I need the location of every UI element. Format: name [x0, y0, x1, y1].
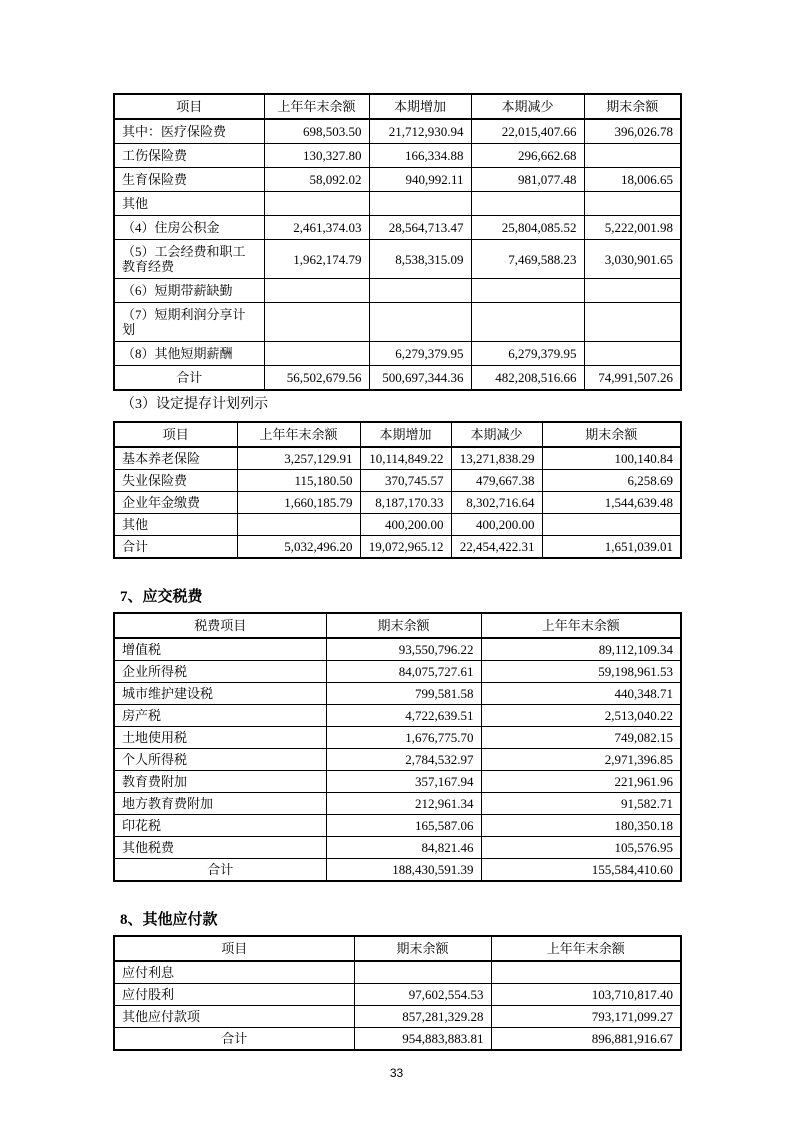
cell-value: 1,660,185.79: [237, 492, 360, 514]
header-row: [114, 936, 681, 961]
column-header: 本期增加: [360, 422, 451, 447]
page-content: [113, 93, 680, 1080]
column-header: 项目: [114, 94, 264, 119]
cell-value: [584, 279, 681, 303]
cell-value: [584, 192, 681, 216]
row-label: 增值税: [114, 638, 326, 661]
cell-value: [542, 514, 681, 536]
cell-value: [584, 144, 681, 168]
short-term-compensation-table: [113, 93, 682, 391]
cell-value: 180,350.18: [481, 815, 681, 837]
cell-value: 479,667.38: [451, 470, 542, 492]
cell-value: 155,584,410.60: [481, 859, 681, 882]
cell-value: [369, 279, 471, 303]
cell-value: 400,200.00: [451, 514, 542, 536]
cell-value: 440,348.71: [481, 683, 681, 705]
row-label: （5）工会经费和职工教育经费: [114, 240, 264, 279]
cell-value: 74,991,507.26: [584, 366, 681, 391]
cell-value: 2,784,532.97: [326, 749, 481, 771]
total-row: [114, 366, 681, 391]
cell-value: [264, 303, 369, 342]
cell-value: 105,576.95: [481, 837, 681, 859]
table-row: [114, 342, 681, 366]
cell-value: 91,582.71: [481, 793, 681, 815]
row-label: 基本养老保险: [114, 447, 237, 470]
table-row: [114, 661, 681, 683]
table-row: [114, 119, 681, 144]
row-label: 生育保险费: [114, 168, 264, 192]
table-row: [114, 447, 681, 470]
row-label: 合计: [114, 859, 326, 882]
cell-value: 8,302,716.64: [451, 492, 542, 514]
row-label: 其中：医疗保险费: [114, 119, 264, 144]
total-row: [114, 536, 681, 559]
cell-value: 56,502,679.56: [264, 366, 369, 391]
cell-value: 370,745.57: [360, 470, 451, 492]
cell-value: 896,881,916.67: [491, 1028, 681, 1051]
cell-value: 84,821.46: [326, 837, 481, 859]
column-header: 本期减少: [451, 422, 542, 447]
cell-value: 97,602,554.53: [354, 984, 491, 1006]
cell-value: 130,327.80: [264, 144, 369, 168]
cell-value: [369, 303, 471, 342]
cell-value: 5,222,001.98: [584, 216, 681, 240]
table-row: [114, 216, 681, 240]
column-header: 本期减少: [471, 94, 584, 119]
cell-value: 954,883,883.81: [354, 1028, 491, 1051]
total-row: [114, 859, 681, 882]
row-label: 房产税: [114, 705, 326, 727]
header-row: [114, 94, 681, 119]
page-number: 33: [389, 1066, 404, 1080]
row-label: 合计: [114, 536, 237, 559]
cell-value: 22,454,422.31: [451, 536, 542, 559]
cell-value: [264, 279, 369, 303]
column-header: 项目: [114, 422, 237, 447]
cell-value: 13,271,838.29: [451, 447, 542, 470]
table-row: [114, 815, 681, 837]
table-row: [114, 793, 681, 815]
cell-value: 1,544,639.48: [542, 492, 681, 514]
table-row: [114, 837, 681, 859]
other-payables-table: [113, 935, 682, 1051]
row-label: 工伤保险费: [114, 144, 264, 168]
cell-value: 165,587.06: [326, 815, 481, 837]
cell-value: 749,082.15: [481, 727, 681, 749]
cell-value: 2,971,396.85: [481, 749, 681, 771]
row-label: 合计: [114, 366, 264, 391]
cell-value: 8,538,315.09: [369, 240, 471, 279]
table-row: [114, 240, 681, 279]
cell-value: 940,992.11: [369, 168, 471, 192]
table-row: [114, 279, 681, 303]
cell-value: [491, 961, 681, 984]
row-label: 应付股利: [114, 984, 354, 1006]
cell-value: 857,281,329.28: [354, 1006, 491, 1028]
cell-value: 3,030,901.65: [584, 240, 681, 279]
cell-value: 84,075,727.61: [326, 661, 481, 683]
cell-value: 115,180.50: [237, 470, 360, 492]
cell-value: 212,961.34: [326, 793, 481, 815]
table-row: [114, 303, 681, 342]
cell-value: 1,962,174.79: [264, 240, 369, 279]
table-row: [114, 984, 681, 1006]
column-header: 本期增加: [369, 94, 471, 119]
table-row: [114, 638, 681, 661]
column-header: 期末余额: [584, 94, 681, 119]
row-label: 其他: [114, 192, 264, 216]
section-heading-defined-contribution: （3）设定提存计划列示: [121, 397, 268, 412]
row-label: 其他应付款项: [114, 1006, 354, 1028]
column-header: 上年年末余额: [491, 936, 681, 961]
column-header: 上年年末余额: [481, 613, 681, 638]
cell-value: 28,564,713.47: [369, 216, 471, 240]
cell-value: 1,676,775.70: [326, 727, 481, 749]
column-header: 税费项目: [114, 613, 326, 638]
table-row: [114, 470, 681, 492]
row-label: 土地使用税: [114, 727, 326, 749]
table-row: [114, 144, 681, 168]
cell-value: 799,581.58: [326, 683, 481, 705]
cell-value: [584, 303, 681, 342]
cell-value: 1,651,039.01: [542, 536, 681, 559]
cell-value: [471, 303, 584, 342]
cell-value: 6,279,379.95: [369, 342, 471, 366]
row-label: 教育费附加: [114, 771, 326, 793]
cell-value: 2,461,374.03: [264, 216, 369, 240]
table-row: [114, 514, 681, 536]
table-row: [114, 961, 681, 984]
row-label: 个人所得税: [114, 749, 326, 771]
column-header: 项目: [114, 936, 354, 961]
row-label: 其他税费: [114, 837, 326, 859]
row-label: 失业保险费: [114, 470, 237, 492]
row-label: 城市维护建设税: [114, 683, 326, 705]
cell-value: 400,200.00: [360, 514, 451, 536]
row-label: 企业所得税: [114, 661, 326, 683]
cell-value: 7,469,588.23: [471, 240, 584, 279]
cell-value: 482,208,516.66: [471, 366, 584, 391]
row-label: 合计: [114, 1028, 354, 1051]
defined-contribution-plan-table: [113, 421, 682, 559]
table-row: [114, 492, 681, 514]
cell-value: 296,662.68: [471, 144, 584, 168]
cell-value: 3,257,129.91: [237, 447, 360, 470]
cell-value: 103,710,817.40: [491, 984, 681, 1006]
table-row: [114, 771, 681, 793]
row-label: 印花税: [114, 815, 326, 837]
header-row: [114, 613, 681, 638]
cell-value: 93,550,796.22: [326, 638, 481, 661]
row-label: （4）住房公积金: [114, 216, 264, 240]
table-row: [114, 683, 681, 705]
column-header: 期末余额: [542, 422, 681, 447]
table-row: [114, 749, 681, 771]
cell-value: 166,334.88: [369, 144, 471, 168]
cell-value: 100,140.84: [542, 447, 681, 470]
total-row: [114, 1028, 681, 1051]
cell-value: 221,961.96: [481, 771, 681, 793]
taxes-payable-table: [113, 612, 682, 882]
cell-value: [264, 192, 369, 216]
cell-value: [354, 961, 491, 984]
cell-value: 22,015,407.66: [471, 119, 584, 144]
column-header: 上年年末余额: [264, 94, 369, 119]
cell-value: [264, 342, 369, 366]
column-header: 期末余额: [354, 936, 491, 961]
cell-value: [584, 342, 681, 366]
cell-value: 59,198,961.53: [481, 661, 681, 683]
cell-value: [471, 192, 584, 216]
cell-value: 19,072,965.12: [360, 536, 451, 559]
section-heading-other-payables: 8、其他应付款: [120, 912, 218, 928]
cell-value: 21,712,930.94: [369, 119, 471, 144]
cell-value: 698,503.50: [264, 119, 369, 144]
cell-value: 25,804,085.52: [471, 216, 584, 240]
cell-value: 2,513,040.22: [481, 705, 681, 727]
cell-value: 18,006.65: [584, 168, 681, 192]
row-label: 企业年金缴费: [114, 492, 237, 514]
table-row: [114, 1006, 681, 1028]
row-label: 应付利息: [114, 961, 354, 984]
cell-value: 981,077.48: [471, 168, 584, 192]
row-label: （7）短期利润分享计划: [114, 303, 264, 342]
header-row: [114, 422, 681, 447]
column-header: 上年年末余额: [237, 422, 360, 447]
row-label: 其他: [114, 514, 237, 536]
row-label: 地方教育费附加: [114, 793, 326, 815]
table-row: [114, 168, 681, 192]
column-header: 期末余额: [326, 613, 481, 638]
cell-value: [369, 192, 471, 216]
cell-value: 58,092.02: [264, 168, 369, 192]
cell-value: 6,279,379.95: [471, 342, 584, 366]
table-row: [114, 192, 681, 216]
cell-value: 10,114,849.22: [360, 447, 451, 470]
row-label: （6）短期带薪缺勤: [114, 279, 264, 303]
cell-value: 396,026.78: [584, 119, 681, 144]
cell-value: [237, 514, 360, 536]
cell-value: 188,430,591.39: [326, 859, 481, 882]
table-row: [114, 705, 681, 727]
section-heading-taxes-payable: 7、应交税费: [120, 589, 203, 605]
cell-value: 357,167.94: [326, 771, 481, 793]
cell-value: 89,112,109.34: [481, 638, 681, 661]
cell-value: 793,171,099.27: [491, 1006, 681, 1028]
cell-value: 500,697,344.36: [369, 366, 471, 391]
cell-value: 8,187,170.33: [360, 492, 451, 514]
cell-value: 5,032,496.20: [237, 536, 360, 559]
table-row: [114, 727, 681, 749]
row-label: （8）其他短期薪酬: [114, 342, 264, 366]
cell-value: [471, 279, 584, 303]
cell-value: 6,258.69: [542, 470, 681, 492]
cell-value: 4,722,639.51: [326, 705, 481, 727]
